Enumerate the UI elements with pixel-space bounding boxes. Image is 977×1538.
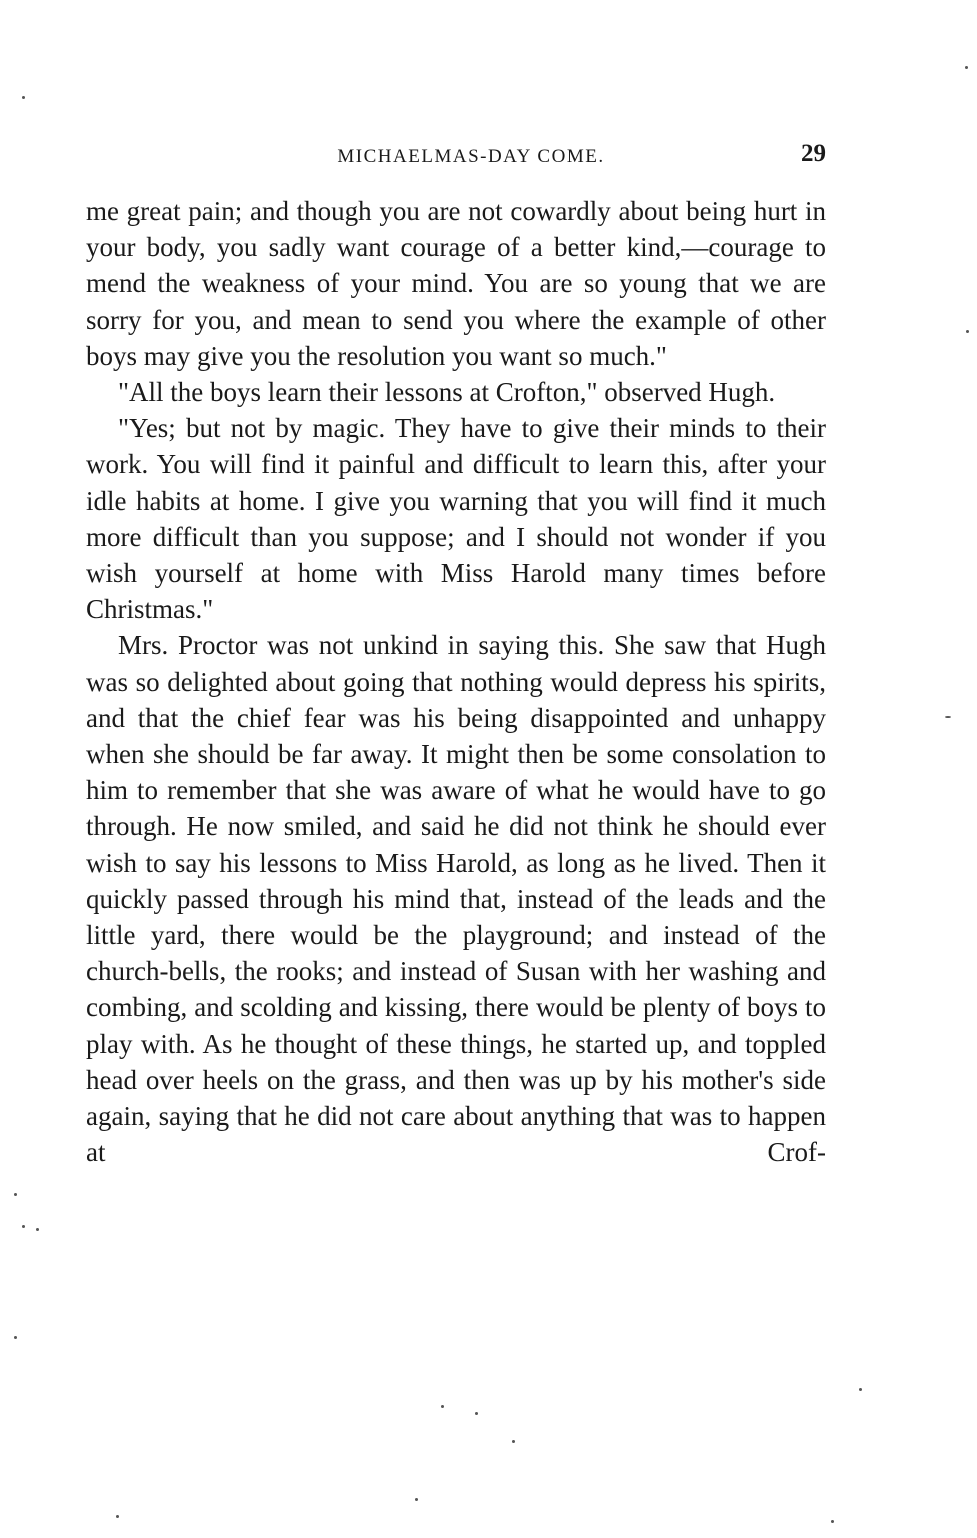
paragraph-1: me great pain; and though you are not cowardly about being hurt in your body, you sadly want courage of a better kind,—courage to mend the weakness of your mind. You are so young that we are sorry for you, and mean to send you where the example of other boys may give you the resolution you want so much." xyxy=(86,196,826,371)
scan-speck xyxy=(36,1228,39,1231)
running-title: MICHAELMAS-DAY COME. xyxy=(337,146,605,167)
scan-speck xyxy=(966,330,969,333)
page-number: 29 xyxy=(801,140,826,167)
scan-speck xyxy=(831,1520,834,1523)
scan-speck xyxy=(475,1412,478,1415)
scan-speck xyxy=(22,96,25,99)
scan-speck xyxy=(116,1515,119,1518)
scan-speck xyxy=(22,1225,25,1228)
body-text xyxy=(86,193,826,1170)
scan-speck xyxy=(14,1336,17,1339)
scan-speck xyxy=(441,1405,444,1408)
paragraph-3: "Yes; but not by magic. They have to give their minds to their work. You will find it painful and difficult to learn this, after your idle habits at home. I give you warning that you will find it much more difficult than you suppose; and I should not wonder if you wish yourself at home with Miss Harold many times before Christmas." xyxy=(86,413,826,625)
scan-speck xyxy=(859,1388,862,1391)
scan-speck xyxy=(512,1440,515,1443)
scan-speck xyxy=(14,1193,17,1196)
scan-speck xyxy=(945,716,951,718)
scan-speck xyxy=(965,66,968,69)
paragraph-2: "All the boys learn their lessons at Crofton," observed Hugh. xyxy=(118,377,776,408)
scan-speck xyxy=(415,1498,418,1501)
running-head xyxy=(86,140,826,176)
paragraph-4: Mrs. Proctor was not unkind in saying this. She saw that Hugh was so delighted about going that nothing would depress his spirits, and that the chief fear was his being disappointed and unhappy when she should be far away. It might then be some consolation to him to remember that she was aware of what he would have to go through. He now smiled, and said he did not think he should ever wish to say his lessons to Miss Harold, as long as he lived. Then it quickly passed through his mind that, instead of the leads and the little yard, there would be the playground; and instead of the church-bells, the rooks; and instead of Susan with her washing and combing, and scolding and kissing, there would be plenty of boys to play with. As he thought of these things, he started up, and toppled head over heels on the grass, and then was up by his mother's side again, saying that he did not care about anything that was to happen at Crof- xyxy=(86,630,826,1168)
